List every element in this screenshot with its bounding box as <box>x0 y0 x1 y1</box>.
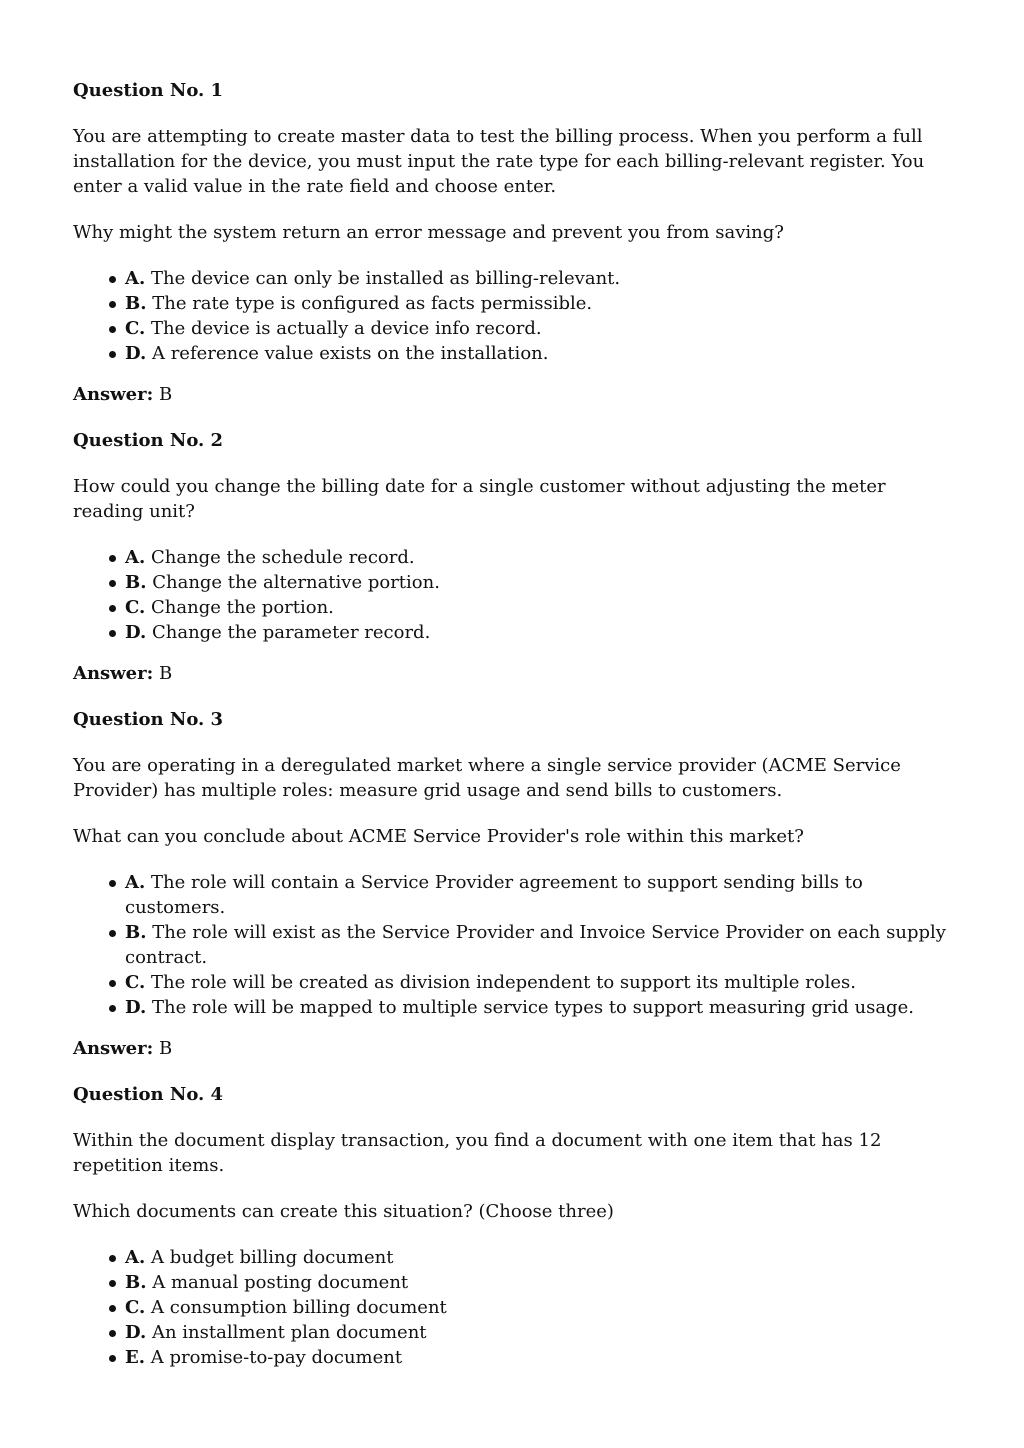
option-text: Change the schedule record. <box>150 547 415 568</box>
options-list <box>73 1245 951 1370</box>
answer-line <box>73 1036 951 1061</box>
option-text: The device is actually a device info record. <box>151 318 542 339</box>
option-item <box>125 570 951 595</box>
option-letter: B. <box>125 922 147 943</box>
option-text: The role will exist as the Service Provider and Invoice Service Provider on each supply contract. <box>125 922 946 968</box>
question-title: Question No. 2 <box>73 430 224 451</box>
options-list <box>73 266 951 366</box>
option-item <box>125 1270 951 1295</box>
option-letter: B. <box>125 1272 147 1293</box>
question-4 <box>73 1082 951 1370</box>
option-letter: A. <box>125 872 146 893</box>
option-text: A budget billing document <box>150 1247 394 1268</box>
question-text: Within the document display transaction, you find a document with one item that has 12 repetition items. <box>73 1130 882 1176</box>
option-item <box>125 341 951 366</box>
option-text: A reference value exists on the installation. <box>151 343 549 364</box>
option-text: Change the portion. <box>151 597 334 618</box>
option-item <box>125 266 951 291</box>
option-text: A manual posting document <box>152 1272 409 1293</box>
question-text: How could you change the billing date for a single customer without adjusting the meter reading unit? <box>73 476 886 522</box>
option-item <box>125 870 951 920</box>
option-text: Change the parameter record. <box>151 622 431 643</box>
option-text: The role will be mapped to multiple service types to support measuring grid usage. <box>151 997 914 1018</box>
option-letter: C. <box>125 318 146 339</box>
option-item <box>125 316 951 341</box>
answer-line <box>73 661 951 686</box>
option-item <box>125 1245 951 1270</box>
answer-label: Answer: <box>73 663 154 684</box>
option-letter: C. <box>125 597 146 618</box>
question-title: Question No. 1 <box>73 80 224 101</box>
answer-value: B <box>159 663 173 684</box>
question-2 <box>73 428 951 686</box>
question-prompt: Which documents can create this situation? (Choose three) <box>73 1201 614 1222</box>
option-item <box>125 291 951 316</box>
option-text: The role will be created as division independent to support its multiple roles. <box>151 972 856 993</box>
option-letter: C. <box>125 972 146 993</box>
option-item <box>125 1320 951 1345</box>
option-text: The rate type is configured as facts permissible. <box>152 293 593 314</box>
option-letter: B. <box>125 293 147 314</box>
option-letter: A. <box>125 547 146 568</box>
options-list <box>73 870 951 1020</box>
option-letter: E. <box>125 1347 145 1368</box>
option-text: The device can only be installed as billing-relevant. <box>150 268 621 289</box>
question-title: Question No. 4 <box>73 1084 224 1105</box>
option-item <box>125 595 951 620</box>
option-letter: D. <box>125 997 147 1018</box>
question-prompt: Why might the system return an error message and prevent you from saving? <box>73 222 784 243</box>
option-text: A consumption billing document <box>151 1297 447 1318</box>
option-letter: D. <box>125 622 147 643</box>
option-item <box>125 545 951 570</box>
option-text: An installment plan document <box>151 1322 427 1343</box>
answer-label: Answer: <box>73 384 154 405</box>
question-text: You are operating in a deregulated market where a single service provider (ACME Service Provider) has multiple roles: measure grid usage and send bills to customers. <box>73 755 901 801</box>
question-3 <box>73 707 951 1061</box>
question-prompt: What can you conclude about ACME Service Provider's role within this market? <box>73 826 804 847</box>
option-text: A promise-to-pay document <box>150 1347 403 1368</box>
answer-value: B <box>159 384 173 405</box>
answer-line <box>73 382 951 407</box>
option-letter: C. <box>125 1297 146 1318</box>
option-letter: B. <box>125 572 147 593</box>
option-text: Change the alternative portion. <box>152 572 440 593</box>
option-text: The role will contain a Service Provider agreement to support sending bills to customers. <box>125 872 863 918</box>
option-item <box>125 995 951 1020</box>
question-text: You are attempting to create master data to test the billing process. When you perform a full installation for the device, you must input the rate type for each billing-relevant register. You enter a valid value in the rate field and choose enter. <box>73 126 925 197</box>
question-title: Question No. 3 <box>73 709 224 730</box>
option-letter: D. <box>125 343 147 364</box>
option-item <box>125 1345 951 1370</box>
option-item <box>125 920 951 970</box>
option-item <box>125 620 951 645</box>
option-letter: A. <box>125 268 146 289</box>
option-letter: A. <box>125 1247 146 1268</box>
answer-label: Answer: <box>73 1038 154 1059</box>
option-item <box>125 970 951 995</box>
option-letter: D. <box>125 1322 147 1343</box>
option-item <box>125 1295 951 1320</box>
question-1 <box>73 78 951 407</box>
options-list <box>73 545 951 645</box>
answer-value: B <box>159 1038 173 1059</box>
